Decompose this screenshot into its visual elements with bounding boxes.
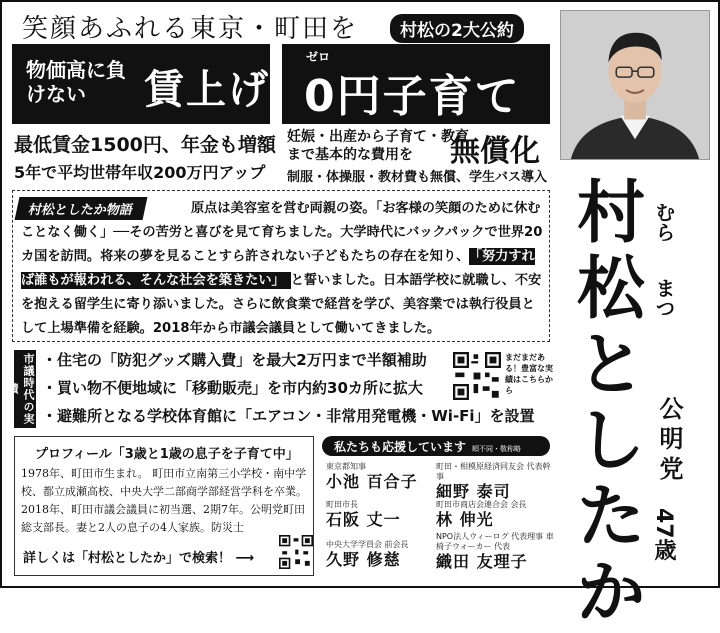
- supporter-name: 細野 泰司: [436, 482, 511, 501]
- story-box: [12, 190, 550, 342]
- supporter-role: 町田・相模原経済同友会 代表幹事: [436, 462, 551, 481]
- supporter-name: 小池 百合子: [326, 472, 418, 491]
- name-char: た: [576, 478, 645, 557]
- supporters-title-text: 私たちも応援しています: [334, 440, 467, 454]
- supporter-role: NPO法人ウィーログ 代表理事 車椅子ウォーカー 代表: [436, 532, 554, 551]
- supporter-name: 林 伸光: [436, 510, 494, 529]
- supporter-item: [436, 500, 552, 530]
- search-cta: 詳しくは「村松としたか」で検索！ ⟶: [23, 551, 255, 566]
- supporter-role: 町田市長: [326, 500, 358, 509]
- wage-detail-1: 最低賃金1500円、年金も増額: [14, 134, 276, 156]
- candidate-age: 47歳: [651, 508, 676, 561]
- story-part2: と誓いました。日本語学校に就職し、不安を抱える留学生に寄り添いました。さらに飲食業で経営を学び、美容業では執行役員として上場準備を経験。2018年から市議会議員として働いてきました。: [21, 273, 542, 336]
- childcare-detail-1: 妊娠・出産から子育て・教育まで基本的な費用を: [287, 129, 469, 163]
- portrait-image: [561, 11, 709, 159]
- supporter-item: [436, 532, 554, 572]
- supporter-item: [326, 540, 436, 570]
- name-ruby-mura: むら: [652, 202, 676, 242]
- supporter-name: 久野 修慈: [326, 550, 401, 569]
- record-item: ・避難所となる学校体育館に「エアコン・非常用発電機・Wi-Fi」を設置: [42, 407, 535, 425]
- wage-pledge-small: 物価高に負けない: [26, 58, 126, 106]
- name-char: 松: [576, 250, 645, 329]
- childcare-free: 無償化: [450, 134, 540, 169]
- name-char: か: [576, 554, 645, 633]
- name-ruby-matsu: まつ: [652, 278, 676, 318]
- candidate-photo: [560, 10, 710, 160]
- supporter-role: 中央大学学員会 前会長: [326, 540, 409, 549]
- supporter-item: [326, 462, 436, 492]
- profile-title: プロフィール「3歳と1歳の息子を子育て中」: [35, 447, 299, 462]
- supporter-item: [436, 462, 552, 502]
- supporter-item: [326, 500, 436, 530]
- name-char: し: [576, 402, 645, 481]
- childcare-pledge-box: [282, 44, 550, 124]
- qr-caption: まだまだある！豊富な実績はこちらから: [505, 353, 553, 395]
- record-item: ・買い物不便地域に「移動販売」を市内約30カ所に拡大: [42, 379, 423, 397]
- supporter-role: 東京都知事: [326, 462, 366, 471]
- qr-code-icon[interactable]: [279, 535, 313, 569]
- candidate-name: [566, 176, 656, 632]
- story-text: [21, 197, 545, 341]
- profile-text: 1978年、町田市生まれ。 町田市立南第三小学校・南中学校、都立成瀬高校、中央大学二部商学部経営学科を卒業。2018年、町田市議会議員に初当選、2期7年。公明党町田総支部長。妻と2人の息子の4人家族。防災士: [21, 467, 307, 534]
- childcare-detail-2: 制服・体操服・教材費も無償、学生バス導入: [287, 170, 548, 185]
- supporter-role: 町田市商店会連合会 会長: [436, 500, 527, 509]
- pledges-badge: 村松の2大公約: [390, 14, 524, 43]
- record-label: 市議時代の実績: [14, 350, 36, 428]
- headline: 笑顔あふれる東京・町田を: [22, 14, 359, 44]
- wage-detail-2: 5年で平均世帯年収200万円アップ: [14, 163, 266, 182]
- record-item: ・住宅の「防犯グッズ購入費」を最大2万円まで半額補助: [42, 351, 427, 369]
- qr-code-icon[interactable]: [453, 352, 501, 400]
- story-tag: 村松としたか物語: [15, 197, 148, 220]
- wage-pledge-box: [12, 44, 270, 124]
- supporter-name: 織田 友理子: [436, 552, 528, 571]
- profile-box: [14, 436, 314, 576]
- wage-pledge-title: 賃上げ: [144, 67, 270, 113]
- party-name: 公明党: [655, 396, 683, 486]
- childcare-ruby: ゼロ: [306, 50, 331, 64]
- name-char: 村: [576, 174, 645, 253]
- story-part1: 原点は美容室を営む両親の姿。「お客様の笑顔のために休むことなく働く」──その苦労と喜びを見て育ちました。大学時代にバックパックで世界20カ国を訪問。将来の夢を見ることすら許されない子どもたちの存在を知り、: [21, 201, 543, 264]
- name-char: と: [576, 326, 645, 405]
- supporters-note: 順不同・敬称略: [472, 445, 522, 453]
- story-highlight: 「努力すれば誰もが報われる、そんな社会を築きたい」: [21, 249, 535, 288]
- supporter-name: 石阪 丈一: [326, 510, 401, 529]
- supporters-title: [322, 436, 550, 456]
- childcare-pledge-title: 0円子育て: [304, 71, 521, 122]
